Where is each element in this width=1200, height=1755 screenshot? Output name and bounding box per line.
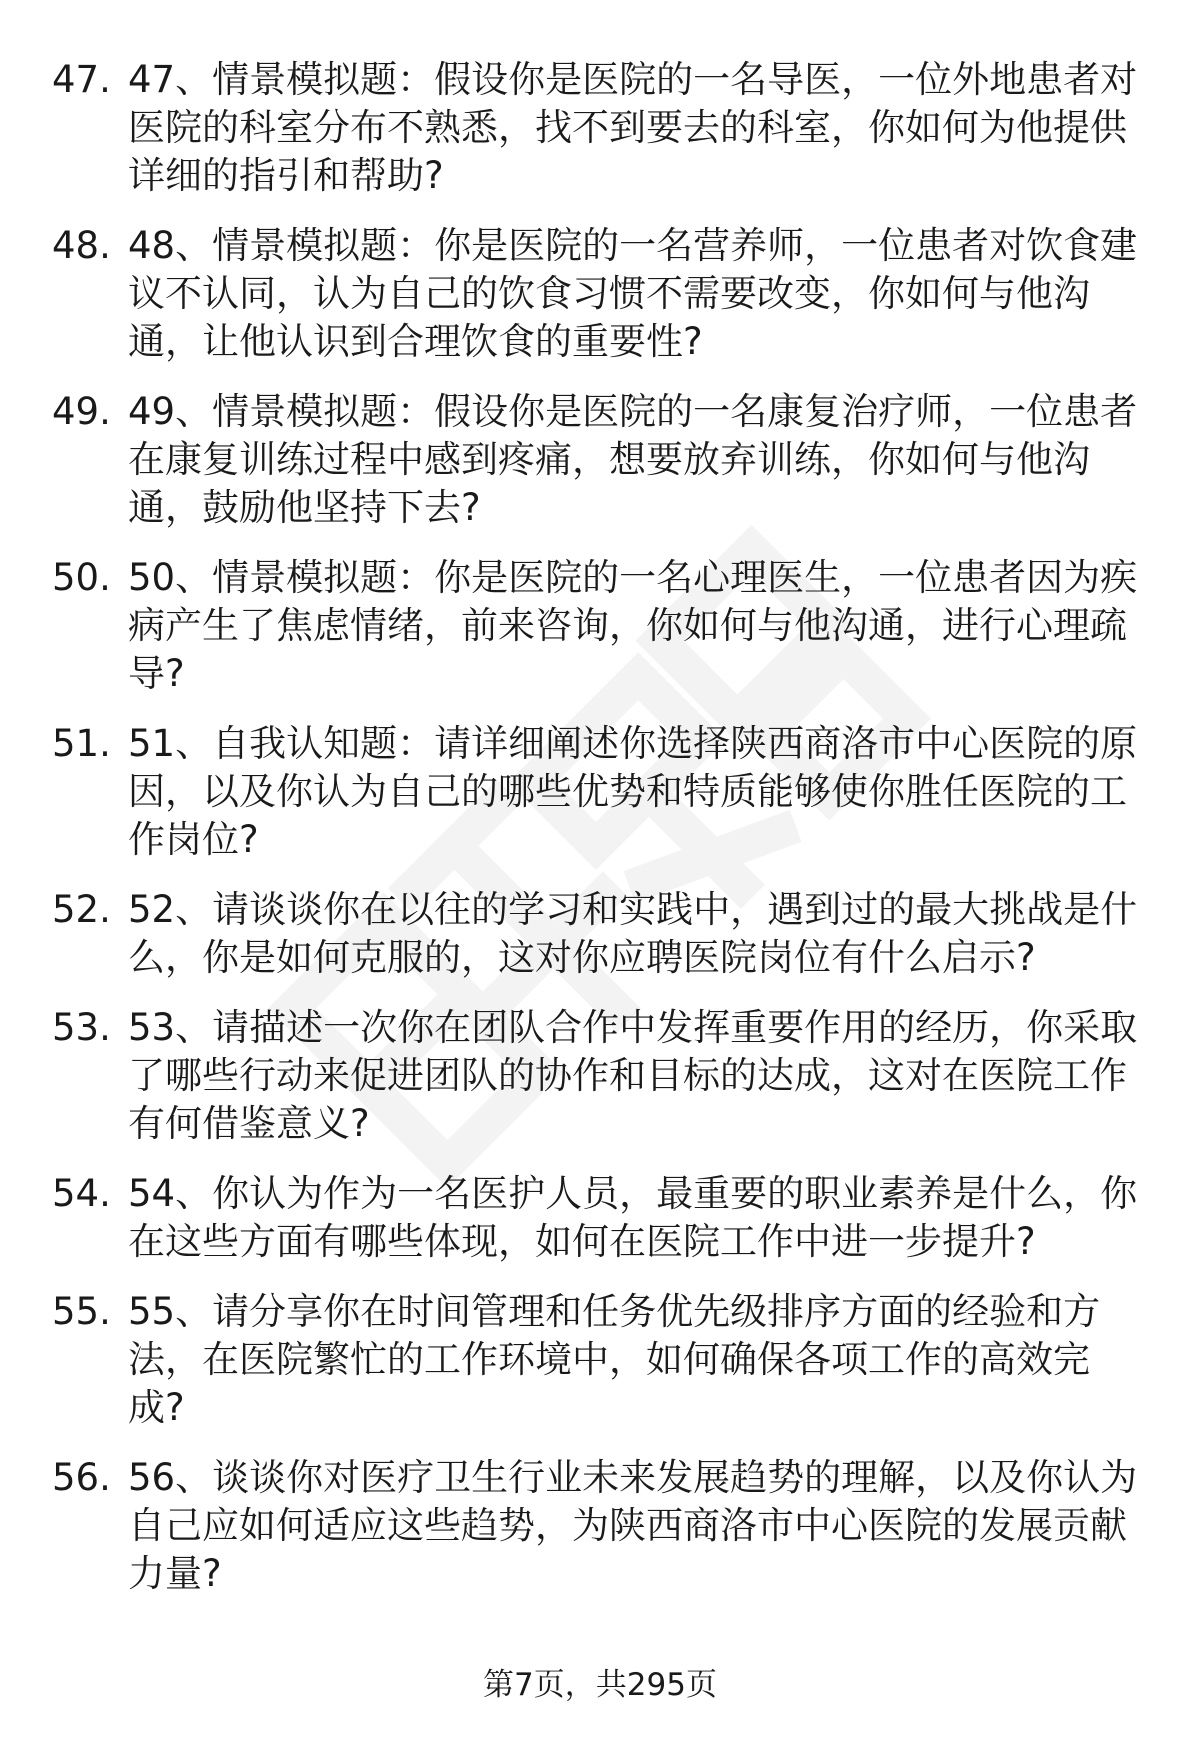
question-text: 47、情景模拟题：假设你是医院的一名导医，一位外地患者对医院的科室分布不熟悉，找不到要去的科室，你如何为他提供详细的指引和帮助? xyxy=(128,58,1138,197)
question-list xyxy=(0,56,1200,1620)
question-text: 53、请描述一次你在团队合作中发挥重要作用的经历，你采取了哪些行动来促进团队的协作和目标的达成，这对在医院工作有何借鉴意义? xyxy=(128,1006,1138,1145)
question-number: 54. xyxy=(52,1172,111,1215)
list-item xyxy=(0,1288,1200,1432)
question-number: 56. xyxy=(52,1456,111,1499)
page-number-label: 第7页，共295页 xyxy=(483,1667,717,1703)
question-number: 51. xyxy=(52,722,111,765)
list-item xyxy=(0,1454,1200,1598)
question-text: 49、情景模拟题：假设你是医院的一名康复治疗师，一位患者在康复训练过程中感到疼痛，想要放弃训练，你如何与他沟通，鼓励他坚持下去? xyxy=(128,390,1138,529)
list-item xyxy=(0,222,1200,366)
question-text: 56、谈谈你对医疗卫生行业未来发展趋势的理解，以及你认为自己应如何适应这些趋势，为陕西商洛市中心医院的发展贡献力量? xyxy=(128,1456,1138,1595)
list-item xyxy=(0,886,1200,982)
question-text: 50、情景模拟题：你是医院的一名心理医生，一位患者因为疾病产生了焦虑情绪，前来咨询，你如何与他沟通，进行心理疏导? xyxy=(128,556,1138,695)
page-footer xyxy=(0,1665,1200,1705)
question-text: 52、请谈谈你在以往的学习和实践中，遇到过的最大挑战是什么，你是如何克服的，这对你应聘医院岗位有什么启示? xyxy=(128,888,1138,979)
list-item xyxy=(0,1170,1200,1266)
list-item xyxy=(0,720,1200,864)
question-text: 48、情景模拟题：你是医院的一名营养师，一位患者对饮食建议不认同，认为自己的饮食习惯不需要改变，你如何与他沟通，让他认识到合理饮食的重要性? xyxy=(128,224,1138,363)
question-number: 53. xyxy=(52,1006,111,1049)
question-number: 48. xyxy=(52,224,111,267)
question-text: 51、自我认知题：请详细阐述你选择陕西商洛市中心医院的原因，以及你认为自己的哪些优势和特质能够使你胜任医院的工作岗位? xyxy=(128,722,1138,861)
question-number: 55. xyxy=(52,1290,111,1333)
question-text: 54、你认为作为一名医护人员，最重要的职业素养是什么，你在这些方面有哪些体现，如何在医院工作中进一步提升? xyxy=(128,1172,1138,1263)
question-number: 52. xyxy=(52,888,111,931)
question-number: 47. xyxy=(52,58,111,101)
list-item xyxy=(0,56,1200,200)
question-number: 49. xyxy=(52,390,111,433)
list-item xyxy=(0,554,1200,698)
list-item xyxy=(0,388,1200,532)
list-item xyxy=(0,1004,1200,1148)
question-text: 55、请分享你在时间管理和任务优先级排序方面的经验和方法，在医院繁忙的工作环境中，如何确保各项工作的高效完成? xyxy=(128,1290,1101,1429)
question-number: 50. xyxy=(52,556,111,599)
